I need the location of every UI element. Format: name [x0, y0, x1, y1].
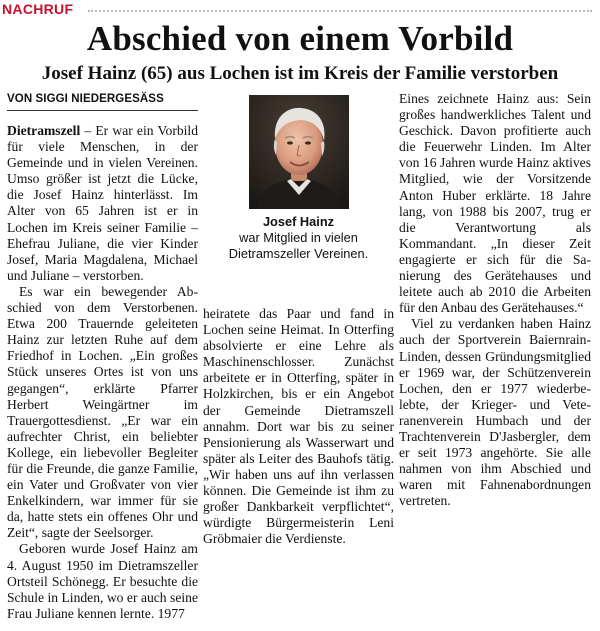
article-headline: Abschied von einem Vorbild — [86, 19, 514, 58]
section-kicker: NACHRUF — [2, 1, 74, 17]
caption-name: Josef Hainz — [262, 214, 335, 229]
article-subheadline: Josef Hainz (65) aus Lochen ist im Kreis der Familie verstorben — [41, 63, 559, 84]
dateline: Dietramszell — [7, 123, 81, 138]
paragraph-3: Geboren wurde Josef Hainz am 4. August 1950 im Dietramszeller Ortsteil Schönegg. Er besuchte die Schule in Linden, wo er auch seine Frau Juliane kennen lernte. 1977 — [7, 541, 198, 621]
photo-caption — [203, 214, 394, 262]
kicker-dotted-rule — [88, 10, 592, 12]
text-column-1 — [7, 123, 198, 622]
author-byline: VON SIGGI NIEDERGESÄSS — [7, 93, 164, 105]
text-column-2 — [203, 306, 394, 547]
paragraph-1-text: – Er war ein Vorbild für viele Menschen, in der Gemeinde und in vielen Vereinen. Umso größer ist jetzt die Lücke, die Josef Hainz hinterlässt. Im Alter von 65 Jahren ist er in Lochen im Kreis seiner Familie – Ehefrau Juliane, die vier Kinder Josef, Maria Magdalena, Michael und Juliane – verstorben. — [7, 123, 198, 283]
paragraph-1 — [7, 123, 198, 284]
text-column-3 — [399, 91, 591, 509]
byline-rule — [7, 110, 198, 111]
caption-text: war Mitglied in vielen Dietramszeller Vereinen. — [228, 230, 369, 261]
paragraph-2: Es war ein bewegender Abschied von dem Verstorbenen. Etwa 200 Trauernde geleiteten Hainz zur letzten Ruhe auf dem Friedhof in Lochen. „Ein großes Stück unseres Ortes ist von uns gegangen“, erklärte Pfarrer Herbert Weingärtner im Trauergottesdienst. „Er war ein aufrechter Christ, ein beliebter Kollege, ein liebevoller Begleiter für die Freunde, die ganze Familie, ein Vater und Großvater von vier Enkelkindern, war immer für sie da, hatte stets ein offenes Ohr und Zeit“, sagte der Seelsorger. — [7, 283, 198, 541]
paragraph-5: Viel zu verdanken haben Hainz auch der Sportverein Baiernrain-Linden, dessen Gründungsmitglied er 1969 war, der Schützenverein Lochen, den er 1977 wiederbelebte, der Krieger- und Veteranenverein Humbach und der Trachtenverein D'Jasbergler, dem er seit 1973 angehörte. Sie alle nahmen von ihm Abschied und waren mit Fahnenabordnungen vertreten. — [399, 316, 591, 509]
portrait-photo — [249, 95, 349, 209]
paragraph-3-continued: heiratete das Paar und fand in Lochen seine Heimat. In Otterfing absolvierte er eine Lehre als Maschinenschlosser. Zunächst arbeitete er in Otterfing, später in Holzkirchen, bis er ein Angebot der Gemeinde Dietramszell annahm. Dort war bis zu seiner Pensionierung als Wasserwart und später als Leiter des Bauhofs tätig. „Wir haben uns auf ihn verlassen können. Die Gemeinde ist ihm zu großer Dankbarkeit verpflichtet“, würdigte Bürgermeisterin Leni Gröbmaier die Verdienste. — [203, 306, 394, 547]
portrait-image — [249, 95, 349, 209]
paragraph-4: Eines zeichnete Hainz aus: Sein großes handwerkliches Talent und Geschick. Davon profitierte auch die Feuerwehr Linden. Im Alter von 16 Jahren wurde Hainz aktives Mitglied, wie der Vorsitzende Anton Huber erklärte. 18 Jahre lang, von 1988 bis 2007, trug er die Verantwortung als Kommandant. „In dieser Zeit engagierte er sich für die Sanierung des Gerätehauses und leitete auch ab 2010 die Arbeiten für den Anbau des Gerätehauses.“ — [399, 91, 591, 316]
